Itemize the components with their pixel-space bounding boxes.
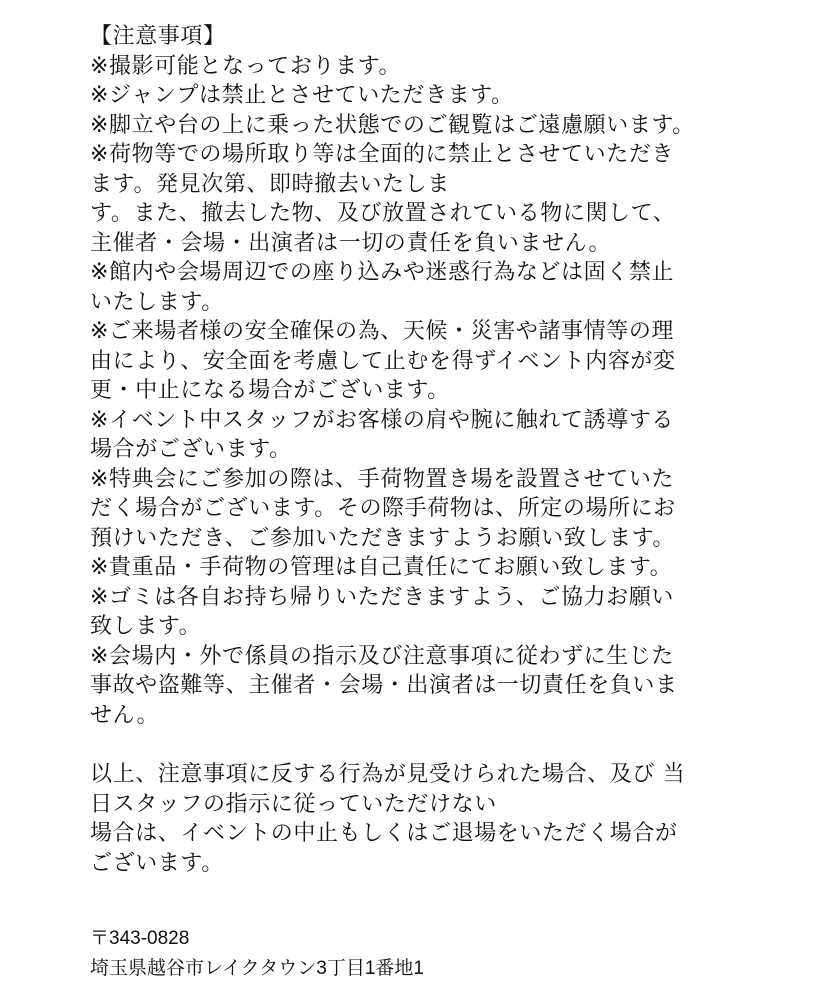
notice-line: ※ジャンプは禁止とさせていただきます。 bbox=[90, 83, 514, 108]
notice-line: ます。発見次第、即時撤去いたしま bbox=[90, 171, 450, 197]
notice-line: ※貴重品・手荷物の管理は自己責任にてお願い致します。 bbox=[90, 555, 673, 580]
street-address: 埼玉県越谷市レイクタウン3丁目1番地1 bbox=[90, 958, 424, 979]
notice-line: 預けいただき、ご参加いただきますようお願い致します。 bbox=[90, 525, 675, 551]
notice-line: 由により、安全面を考慮して止むを得ずイベント内容が変 bbox=[90, 348, 676, 374]
notice-line: ※特典会にご参加の際は、手荷物置き場を設置させていた bbox=[90, 466, 675, 492]
notice-line: ※荷物等での場所取り等は全面的に禁止とさせていただき bbox=[90, 142, 675, 167]
notice-document bbox=[90, 22, 750, 984]
notice-line: だく場合がございます。その際手荷物は、所定の場所にお bbox=[90, 496, 676, 521]
closing-line: 以上、注意事項に反する行為が見受けられた場合、及び 当 bbox=[90, 762, 686, 787]
postal-code: 〒343-0828 bbox=[90, 928, 190, 949]
notice-line: ※会場内・外で係員の指示及び注意事項に従わずに生じた bbox=[90, 643, 675, 669]
notice-line: ※ご来場者様の安全確保の為、天候・災害や諸事情等の理 bbox=[90, 319, 675, 344]
notice-line: せん。 bbox=[90, 702, 160, 728]
closing-line: 日スタッフの指示に従っていただけない bbox=[90, 791, 497, 817]
notice-line: ※イベント中スタッフがお客様の肩や腕に触れて誘導する bbox=[90, 407, 675, 433]
notice-line: 致します。 bbox=[90, 614, 202, 639]
notice-line: 場合がございます。 bbox=[90, 437, 292, 462]
notice-line: 主催者・会場・出演者は一切の責任を負いません。 bbox=[90, 230, 612, 256]
notice-line: ※ゴミは各自お持ち帰りいただきますよう、ご協力お願い bbox=[90, 584, 675, 610]
notice-line: ※撮影可能となっております。 bbox=[90, 53, 402, 79]
closing-line: ございます。 bbox=[90, 850, 224, 876]
notice-line: 更・中止になる場合がございます。 bbox=[90, 378, 450, 403]
notice-line: 事故や盗難等、主催者・会場・出演者は一切責任を負いま bbox=[90, 673, 678, 698]
notice-line: ※脚立や台の上に乗った状態でのご観覧はご遠慮願います。 bbox=[90, 112, 695, 138]
closing-line: 場合は、イベントの中止もしくはご退場をいただく場合が bbox=[90, 821, 678, 846]
notice-heading: 【注意事項】 bbox=[90, 24, 226, 49]
address-spacer bbox=[90, 878, 750, 924]
notice-line: いたします。 bbox=[90, 289, 224, 315]
paragraph-spacer bbox=[90, 730, 750, 760]
notice-line: す。また、撤去した物、及び放置されている物に関して、 bbox=[90, 201, 676, 226]
notice-line: ※館内や会場周辺での座り込みや迷惑行為などは固く禁止 bbox=[90, 260, 675, 285]
